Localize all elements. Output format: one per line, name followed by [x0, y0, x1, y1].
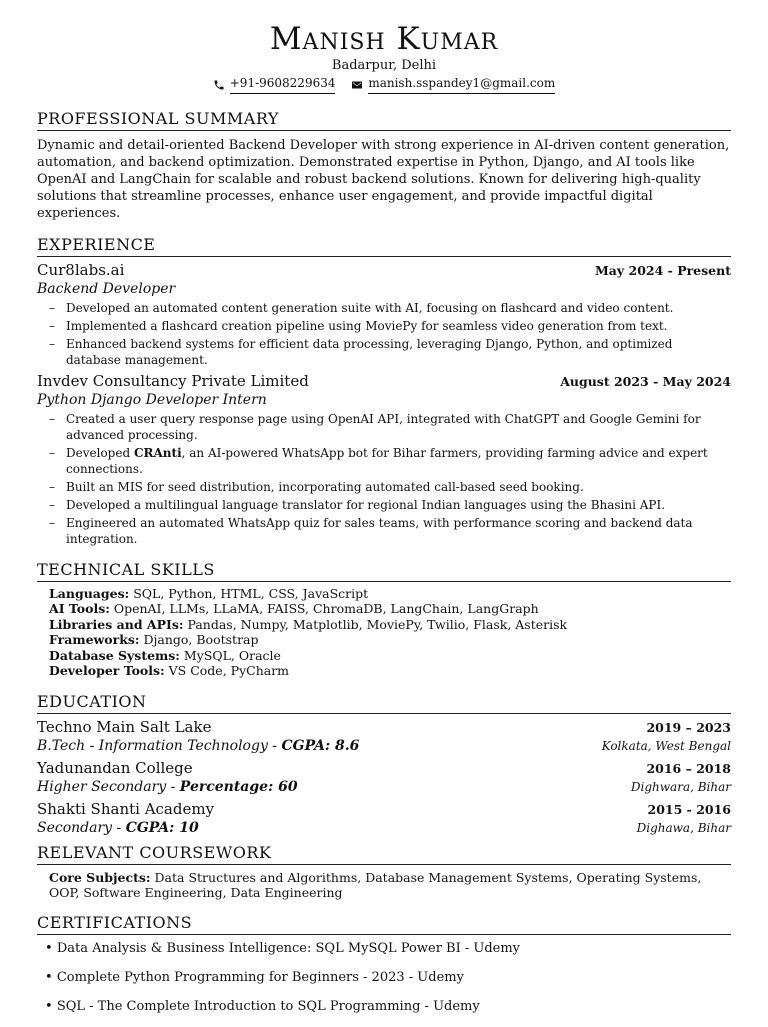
education-entry	[37, 759, 731, 796]
list-item: – Developed CRAnti, an AI-powered WhatsApp bot for Bihar farmers, providing farming advice and expert connections.	[49, 445, 708, 476]
job-entry	[37, 261, 731, 368]
section-title: EDUCATION	[37, 692, 731, 714]
certification-item: • Data Analysis & Business Intelligence: SQL MySQL Power BI - Udemy	[45, 940, 521, 956]
job-entry	[37, 372, 731, 547]
skill-row: Libraries and APIs: Pandas, Numpy, Matplotlib, MoviePy, Twilio, Flask, Asterisk	[49, 616, 568, 632]
school-dates: 2016 – 2018	[646, 760, 731, 776]
list-item: – Developed an automated content generation suite with AI, focusing on flashcard and video content.	[49, 300, 674, 315]
score: Percentage: 60	[179, 778, 298, 795]
job-dates: August 2023 - May 2024	[560, 373, 731, 389]
certifications-section	[37, 913, 731, 1015]
school-dates: 2015 - 2016	[647, 801, 731, 817]
skill-row: Developer Tools: VS Code, PyCharm	[49, 663, 290, 678]
envelope-icon	[351, 79, 363, 91]
phone-icon	[213, 79, 225, 91]
school-name: Shakti Shanti Academy	[37, 799, 215, 818]
summary-text: Dynamic and detail-oriented Backend Developer with strong experience in AI-driven content generation, automation, and backend optimization. Demonstrated expertise in Python, Django, and AI tools like OpenAI and LangChain for scalable and robust backend solutions. Known for delivering high-quality solutions that streamline processes, enhance user engagement, and provide impactful digital experiences.	[37, 137, 730, 221]
section-title: TECHNICAL SKILLS	[37, 560, 731, 582]
job-bullets	[37, 300, 731, 368]
resume-page	[37, 20, 731, 1027]
location: Badarpur, Delhi	[331, 58, 437, 73]
education-section	[37, 692, 731, 837]
contact-line	[37, 75, 731, 96]
skill-row: AI Tools: OpenAI, LLMs, LLaMA, FAISS, ChromaDB, LangChain, LangGraph	[49, 601, 539, 616]
phone-link[interactable]: +91-9608229634	[230, 75, 336, 94]
section-title: RELEVANT COURSEWORK	[37, 843, 731, 865]
section-title: EXPERIENCE	[37, 235, 731, 257]
section-title: CERTIFICATIONS	[37, 913, 731, 935]
skill-row: Frameworks: Django, Bootstrap	[49, 632, 259, 647]
skill-row: Languages: SQL, Python, HTML, CSS, JavaScript	[49, 585, 369, 601]
phone-contact[interactable]	[213, 75, 336, 94]
email-contact[interactable]	[351, 75, 555, 94]
section-title: PROFESSIONAL SUMMARY	[37, 109, 731, 131]
score: CGPA: 8.6	[281, 737, 360, 754]
coursework-text: Core Subjects: Data Structures and Algorithms, Database Management Systems, Operating Systems, OOP, Software Engineering, Data Engineering	[49, 869, 702, 900]
list-item: – Engineered an automated WhatsApp quiz for sales teams, with performance scoring and backend data integration.	[49, 515, 693, 546]
school-place: Dighawa, Bihar	[636, 820, 731, 835]
degree: B.Tech - Information Technology -	[37, 737, 282, 754]
certification-item: • SQL - The Complete Introduction to SQL Programming - Udemy	[45, 998, 480, 1014]
summary-section	[37, 109, 731, 222]
school-name: Techno Main Salt Lake	[37, 717, 212, 736]
school-place: Dighwara, Bihar	[630, 779, 731, 794]
score: CGPA: 10	[125, 819, 199, 836]
list-item: – Built an MIS for seed distribution, incorporating automated call-based seed booking.	[49, 479, 584, 494]
job-role: Backend Developer	[37, 280, 176, 297]
list-item: – Developed a multilingual language translator for regional Indian languages using the Bhasini API.	[49, 497, 666, 512]
job-role: Python Django Developer Intern	[37, 391, 267, 408]
skill-row: Database Systems: MySQL, Oracle	[49, 647, 281, 663]
company-name: Invdev Consultancy Private Limited	[37, 371, 309, 390]
project-name: CRAnti	[133, 445, 182, 460]
education-entry	[37, 718, 731, 755]
certification-item: • Complete Python Programming for Beginners - 2023 - Udemy	[45, 969, 464, 985]
experience-section	[37, 235, 731, 547]
list-item: – Enhanced backend systems for efficient data processing, leveraging Django, Python, and optimized database management.	[49, 336, 673, 367]
degree: Higher Secondary -	[37, 778, 180, 795]
company-name: Cur8labs.ai	[37, 260, 125, 279]
skills-section	[37, 560, 731, 679]
job-dates: May 2024 - Present	[594, 262, 731, 278]
email-link[interactable]: manish.sspandey1@gmail.com	[368, 75, 555, 94]
degree: Secondary -	[37, 819, 126, 836]
school-name: Yadunandan College	[37, 758, 193, 777]
job-bullets	[37, 411, 731, 547]
school-place: Kolkata, West Bengal	[601, 738, 731, 753]
candidate-name: Manish Kumar	[269, 21, 499, 57]
coursework-section	[37, 843, 731, 900]
list-item: – Created a user query response page using OpenAI API, integrated with ChatGPT and Google Gemini for advanced processing.	[49, 411, 701, 442]
education-entry	[37, 800, 731, 837]
list-item: – Implemented a flashcard creation pipeline using MoviePy for seamless video generation from text.	[49, 318, 668, 333]
school-dates: 2019 – 2023	[646, 719, 731, 735]
